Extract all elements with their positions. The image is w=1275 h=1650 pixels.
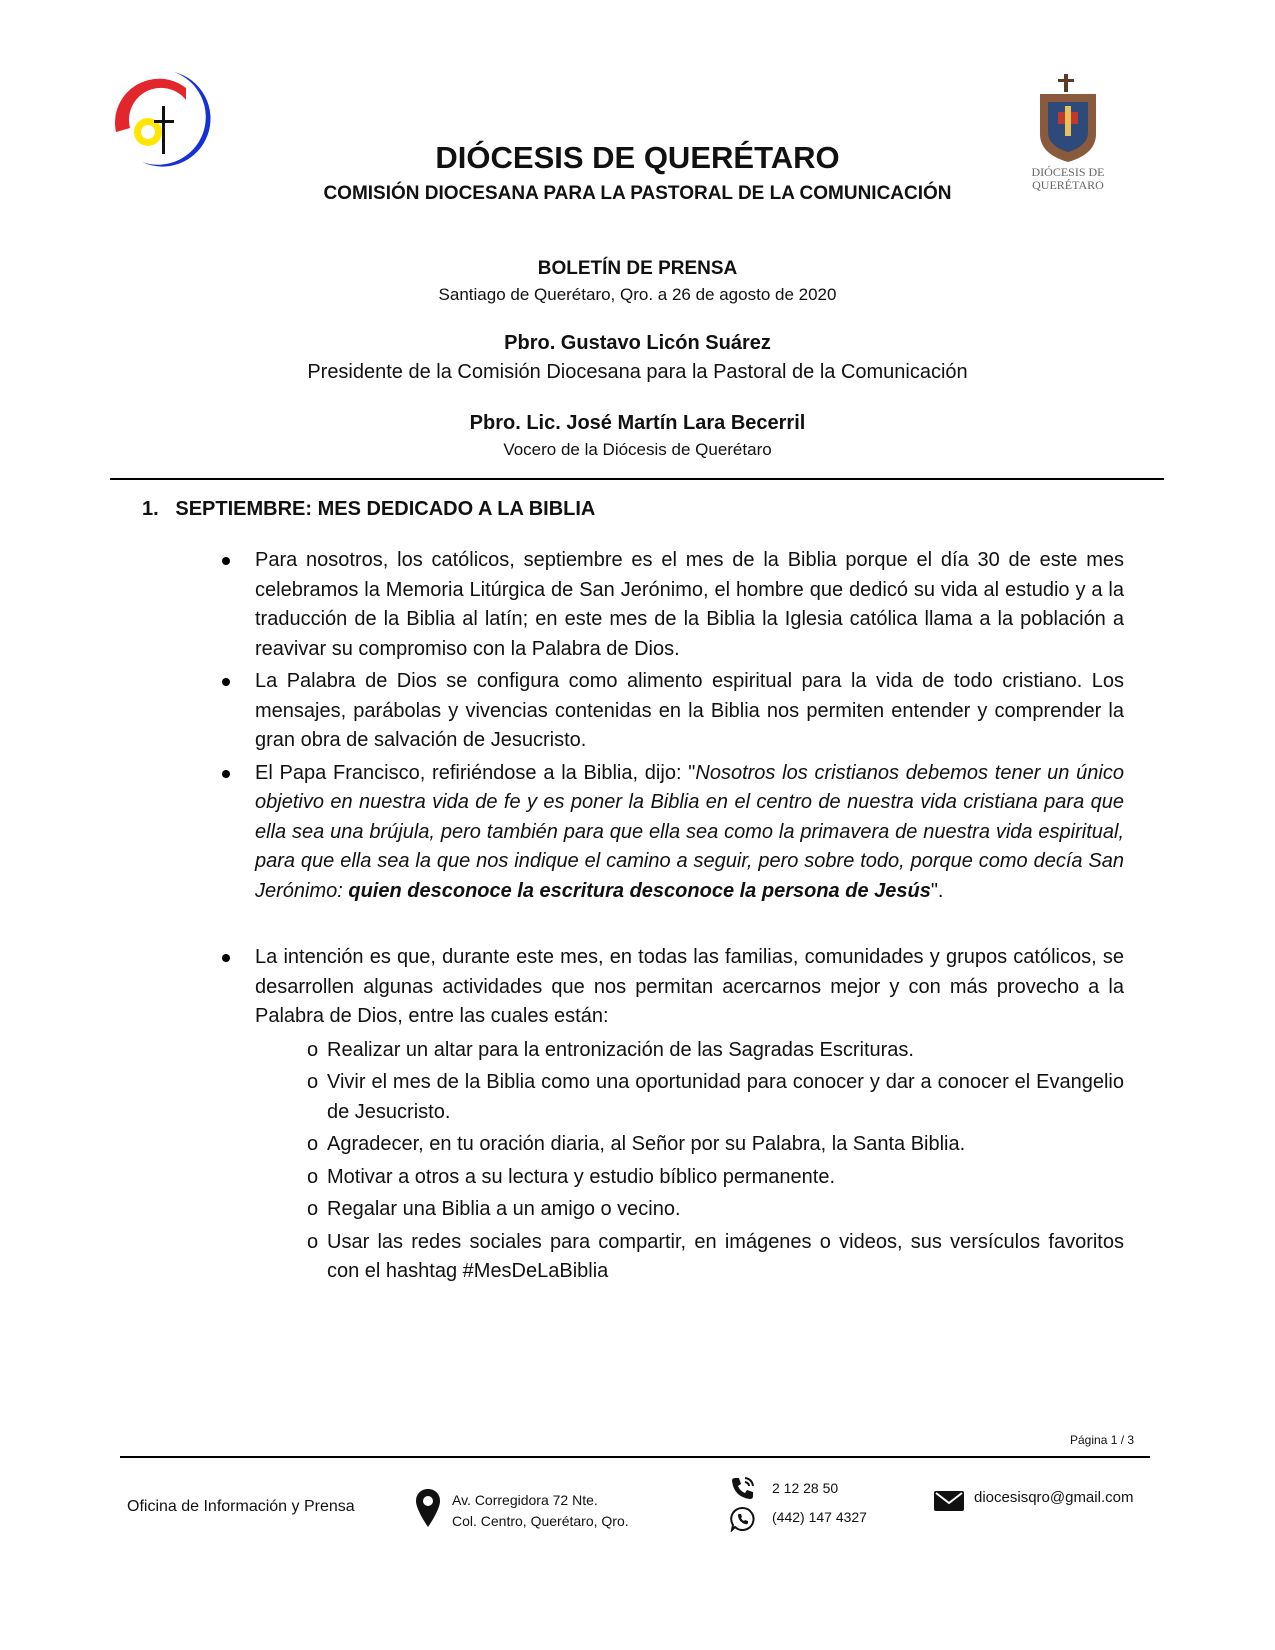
circle-bullet-icon: o xyxy=(307,1038,319,1061)
spokesman-name: Pbro. Lic. José Martín Lara Becerril xyxy=(469,412,806,434)
bullet-icon xyxy=(222,678,230,686)
address-line-2: Col. Centro, Querétaro, Qro. xyxy=(452,1513,629,1529)
bullet-text: Para nosotros, los católicos, septiembre es el mes de la Biblia porque el día 30 de este mes celebramos la Memoria Litúrgica de San Jerónimo, el hombre que dedicó su vida al estudio y a la traducción de la Biblia al latín; en este mes de la Biblia la Iglesia católica llama a la población a reavivar su compromiso con la Palabra de Dios. xyxy=(255,549,1124,660)
bullet-item xyxy=(222,546,1124,664)
bullet-item xyxy=(222,943,1124,1287)
spokesman-role: Vocero de la Diócesis de Querétaro xyxy=(503,440,772,459)
seal-text-2: QUERÉTARO xyxy=(1032,178,1104,192)
phone-icon xyxy=(730,1475,756,1501)
page-number: Página 1 / 3 xyxy=(1070,1433,1135,1447)
activity-text: Agradecer, en tu oración diaria, al Señor por su Palabra, la Santa Biblia. xyxy=(327,1133,966,1155)
office-name: Oficina de Información y Prensa xyxy=(127,1498,355,1515)
circle-bullet-icon: o xyxy=(307,1071,319,1093)
whatsapp-number: (442) 147 4327 xyxy=(772,1509,867,1525)
bullet-icon xyxy=(222,954,230,962)
document-title: DIÓCESIS DE QUERÉTARO xyxy=(435,140,840,175)
seal-text-1: DIÓCESIS DE xyxy=(1031,165,1105,179)
header-divider xyxy=(110,478,1164,480)
quote-intro: El Papa Francisco, refiriéndose a la Biblia, dijo: " xyxy=(255,761,696,784)
circle-bullet-icon: o xyxy=(307,1198,319,1220)
address xyxy=(452,1490,629,1532)
circle-bullet-icon: o xyxy=(307,1133,319,1155)
whatsapp-icon xyxy=(730,1506,756,1532)
date-line: Santiago de Querétaro, Qro. a 26 de agosto de 2020 xyxy=(438,285,837,304)
location-pin-icon xyxy=(415,1488,441,1528)
address-line-1: Av. Corregidora 72 Nte. xyxy=(452,1492,598,1508)
bulletin-heading: BOLETÍN DE PRENSA xyxy=(537,258,738,279)
bullet-icon xyxy=(222,557,230,565)
activity-list xyxy=(307,1036,1124,1287)
president-role: Presidente de la Comisión Diocesana para la Pastoral de la Comunicación xyxy=(307,361,968,383)
activity-item xyxy=(307,1195,1124,1225)
activity-text: Realizar un altar para la entronización de las Sagradas Escrituras. xyxy=(327,1038,914,1061)
email-address: diocesisqro@gmail.com xyxy=(974,1489,1134,1506)
bullet-item xyxy=(222,667,1124,756)
activity-item xyxy=(307,1130,1124,1160)
envelope-icon xyxy=(933,1489,965,1513)
bullet-text: La intención es que, durante este mes, en todas las familias, comunidades y grupos católicos, se desarrollen algunas actividades que nos permitan acercarnos mejor y con más provecho a la Palabra de Dios, entre las cuales están: xyxy=(255,946,1124,1027)
pope-quote: Nosotros los cristianos debemos tener un único objetivo en nuestra vida de fe y es poner la Biblia en el centro de nuestra vida cristiana para que ella sea una brújula, pero también para que ella sea como la primavera de nuestra vida espiritual, para que ella sea la que nos indique el camino a seguir, pero sobre todo, porque como decía San Jerónimo: xyxy=(255,761,1124,902)
activity-text: Vivir el mes de la Biblia como una oportunidad para conocer y dar a conocer el Evangelio de Jesucristo. xyxy=(327,1071,1124,1123)
activity-item xyxy=(307,1228,1124,1287)
document-subtitle: COMISIÓN DIOCESANA PARA LA PASTORAL DE LA COMUNICACIÓN xyxy=(323,183,952,204)
bullet-icon xyxy=(222,770,230,778)
quote-end: ". xyxy=(930,879,944,902)
footer-divider xyxy=(120,1456,1150,1458)
bullet-item xyxy=(222,759,1124,907)
section-title: 1. SEPTIEMBRE: MES DEDICADO A LA BIBLIA xyxy=(142,498,596,520)
circle-bullet-icon: o xyxy=(307,1165,319,1188)
bullet-list xyxy=(222,546,1124,1290)
activity-text: Motivar a otros a su lectura y estudio bíblico permanente. xyxy=(327,1165,836,1188)
activity-text: Usar las redes sociales para compartir, en imágenes o videos, sus versículos favoritos con el hashtag #MesDeLaBiblia xyxy=(327,1230,1124,1282)
phone-number: 2 12 28 50 xyxy=(772,1480,839,1496)
activity-item xyxy=(307,1068,1124,1127)
activity-item xyxy=(307,1163,1124,1193)
activity-item xyxy=(307,1036,1124,1066)
pope-quote-emphasis: quien desconoce la escritura desconoce la persona de Jesús xyxy=(348,879,931,902)
president-name: Pbro. Gustavo Licón Suárez xyxy=(504,332,771,354)
activity-text: Regalar una Biblia a un amigo o vecino. xyxy=(327,1198,681,1220)
circle-bullet-icon: o xyxy=(307,1230,319,1253)
bullet-text: La Palabra de Dios se configura como alimento espiritual para la vida de todo cristiano. Los mensajes, parábolas y vivencias contenidas en la Biblia nos permiten entender y comprender la gran obra de salvación de Jesucristo. xyxy=(255,670,1124,751)
